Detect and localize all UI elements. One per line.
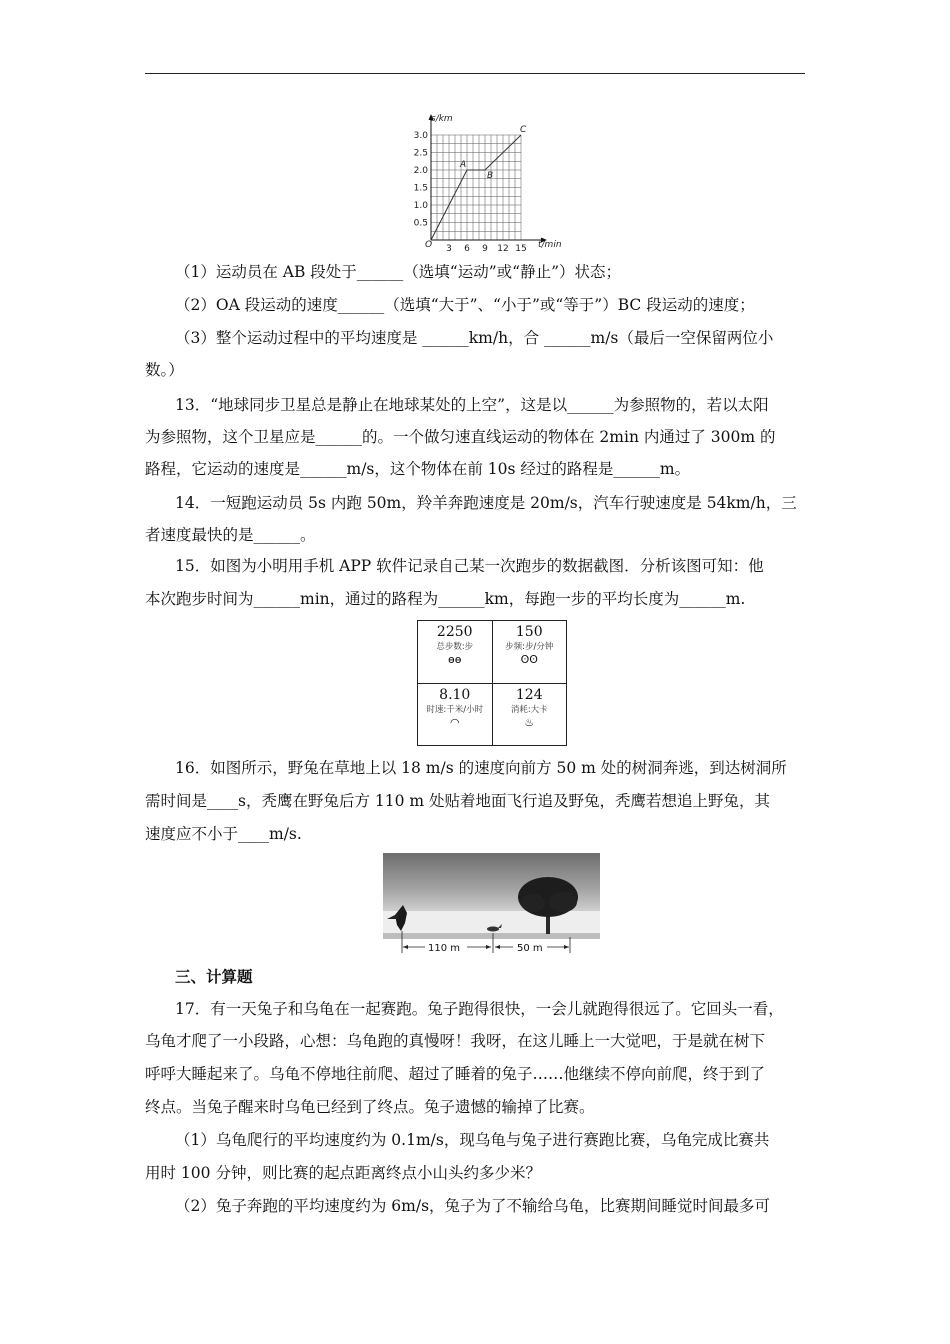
q13-line1: 13．“地球同步卫星总是静止在地球某处的上空”，这是以______为参照物的，若以太阳 xyxy=(175,396,769,414)
gauge-icon: ◠ xyxy=(449,715,460,729)
app-cell-value: 2250 xyxy=(436,624,473,640)
q17-part1: （1）乌龟爬行的平均速度约为 0.1m/s，现乌龟与兔子进行赛跑比赛，乌龟完成比赛共 xyxy=(175,1131,770,1149)
app-cell-step-frequency xyxy=(492,621,567,684)
q17-line4: 终点。当兔子醒来时乌龟已经到了终点。兔子遗憾的输掉了比赛。 xyxy=(145,1098,595,1116)
section-heading-calculation: 三、计算题 xyxy=(175,967,253,986)
graph-grid xyxy=(431,135,521,240)
app-cell-label: 步频:步/分钟 xyxy=(505,642,554,652)
q12-part1: （1）运动员在 AB 段处于______（选填“运动”或“静止”）状态； xyxy=(175,263,621,281)
footprints-icon: ɵɵ xyxy=(448,653,462,666)
x-tick-label: 3 xyxy=(446,244,452,254)
footsteps-icon: ʘʘ xyxy=(520,653,538,666)
app-cell-label: 总步数:步 xyxy=(436,642,474,652)
q16-line2: 需时间是____s，秃鹰在野兔后方 110 m 处贴着地面飞行追及野兔，秃鹰若想追上野兔，其 xyxy=(145,792,771,810)
y-tick-label: 2.0 xyxy=(413,166,428,176)
q12-part2: （2）OA 段运动的速度______（选填“大于”、“小于”或“等于”）BC 段运动的速度； xyxy=(175,296,755,314)
header-rule xyxy=(145,73,805,74)
q16-line1: 16．如图所示，野兔在草地上以 18 m/s 的速度向前方 50 m 处的树洞奔逃，到达树洞所 xyxy=(175,759,787,777)
y-tick-label: 1.0 xyxy=(413,201,428,211)
app-cell-value: 8.10 xyxy=(439,686,471,703)
q12-part3-cont: 数。） xyxy=(145,361,184,379)
origin-label: O xyxy=(425,240,433,250)
q17-line2: 乌龟才爬了一小段路，心想：乌龟跑的真慢呀！我呀，在这儿睡上一大觉吧，于是就在树下 xyxy=(145,1032,766,1050)
grass-strip xyxy=(383,933,600,939)
q17-part2: （2）兔子奔跑的平均速度约为 6m/s，兔子为了不输给乌龟，比赛期间睡觉时间最多可 xyxy=(175,1197,771,1215)
running-app-data-table xyxy=(417,620,567,746)
app-cell-value: 124 xyxy=(515,686,543,703)
q17-part1-cont: 用时 100 分钟，则比赛的起点距离终点小山头约多少米？ xyxy=(145,1164,541,1182)
q17-line3: 呼呼大睡起来了。乌龟不停地往前爬、超过了睡着的兔子……他继续不停向前爬，终于到了 xyxy=(145,1065,766,1083)
q13-line3: 路程，它运动的速度是______m/s，这个物体在前 10s 经过的路程是______m。 xyxy=(145,460,691,478)
y-tick-label: 1.5 xyxy=(413,183,428,194)
app-cell-value: 150 xyxy=(515,624,543,640)
app-cell-calories xyxy=(492,683,567,746)
point-label-a: A xyxy=(460,160,467,170)
y-tick-label: 2.5 xyxy=(413,148,428,159)
hare-eagle-tree-picture xyxy=(383,853,600,963)
app-cell-label: 时速:千米/小时 xyxy=(426,704,484,715)
q14-line2: 者速度最快的是______。 xyxy=(145,526,316,544)
app-cell-label: 消耗:大卡 xyxy=(510,704,548,715)
y-tick-label: 0.5 xyxy=(413,218,428,229)
x-tick-label: 15 xyxy=(515,244,527,254)
flame-icon: ♨ xyxy=(524,715,535,729)
distance-time-graph xyxy=(405,112,562,254)
x-tick-label: 9 xyxy=(482,244,488,254)
app-cell-speed xyxy=(418,683,493,746)
x-tick-label: 12 xyxy=(497,244,509,254)
y-tick-label: 3.0 xyxy=(413,131,428,141)
distance-label-110m: 110 m xyxy=(428,943,461,954)
distance-label-50m: 50 m xyxy=(517,943,543,954)
point-label-c: C xyxy=(520,125,527,135)
q12-part3: （3）整个运动过程中的平均速度是 ______km/h，合 ______m/s（最后一空保留两位小 xyxy=(175,329,774,347)
q15-line1: 15．如图为小明用手机 APP 软件记录自己某一次跑步的数据截图．分析该图可知：他 xyxy=(175,557,764,575)
q17-line1: 17．有一天兔子和乌龟在一起赛跑。兔子跑得很快，一会儿就跑得很远了。它回头一看， xyxy=(175,1000,784,1018)
q14-line1: 14．一短跑运动员 5s 内跑 50m，羚羊奔跑速度是 20m/s，汽车行驶速度是 54km/h，三 xyxy=(175,494,797,512)
y-axis-label: s/km xyxy=(431,114,453,124)
app-cell-total-steps xyxy=(418,621,493,684)
x-tick-label: 6 xyxy=(464,244,470,254)
q13-line2: 为参照物，这个卫星应是______的。一个做匀速直线运动的物体在 2min 内通过了 300m 的 xyxy=(145,428,776,446)
x-axis-label: t/min xyxy=(538,240,562,250)
q16-line3: 速度应不小于____m/s. xyxy=(145,825,302,843)
q15-line2: 本次跑步时间为______min，通过的路程为______km，每跑一步的平均长度为______m. xyxy=(145,590,746,608)
point-label-b: B xyxy=(487,171,494,181)
